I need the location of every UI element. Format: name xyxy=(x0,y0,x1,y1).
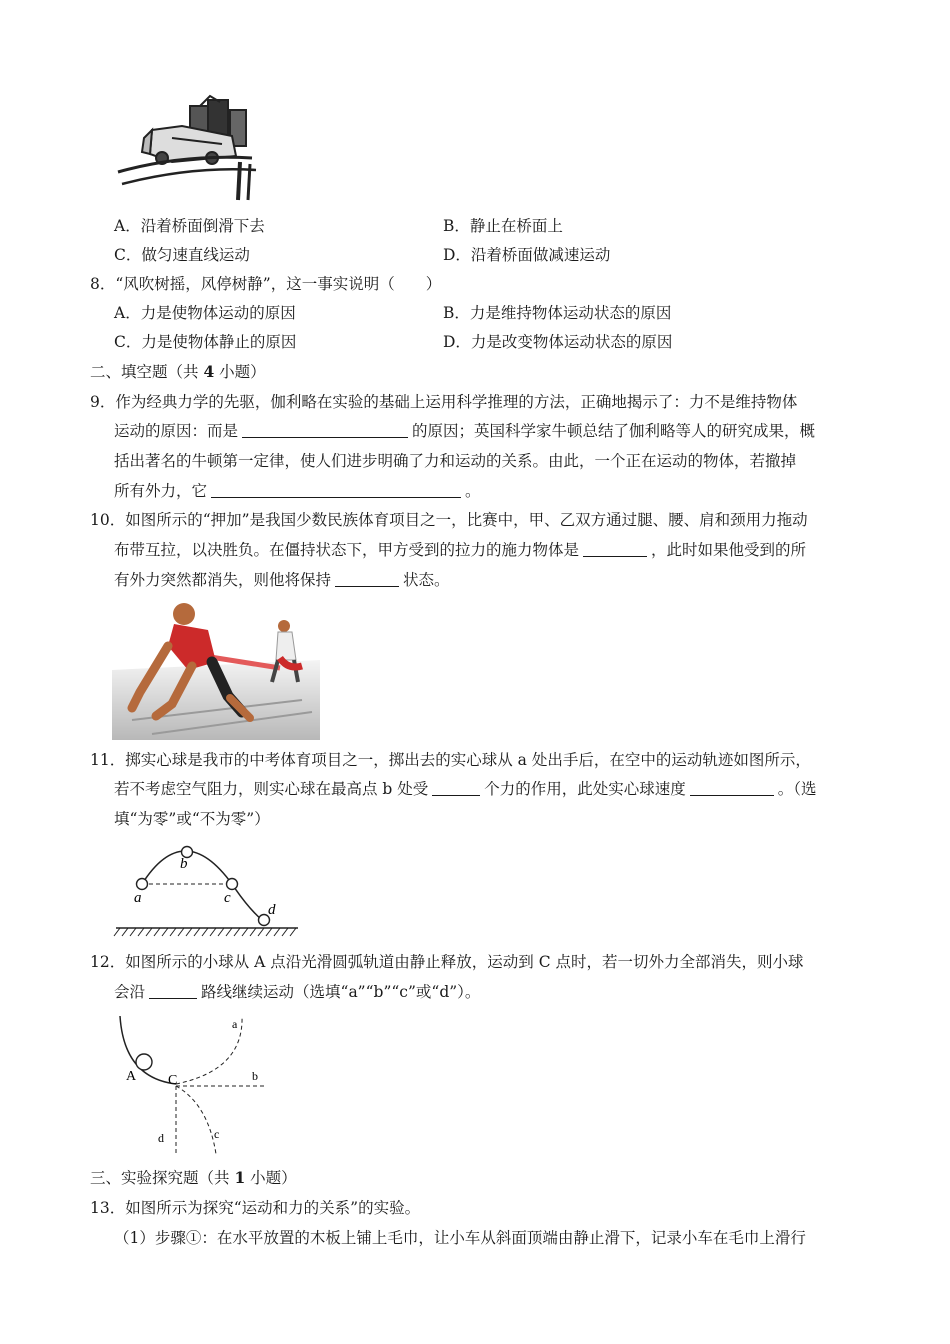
q8-stem: 8．“风吹树摇，风停树静”，这一事实说明（ ） xyxy=(90,275,442,293)
q9-line-4a: 所有外力，它 xyxy=(114,482,208,500)
q9-blank-2[interactable] xyxy=(211,482,461,498)
yajia-photo-figure xyxy=(112,600,320,740)
q9-line-2a: 运动的原因：而是 xyxy=(114,422,239,440)
q7-option-d: D．沿着桥面做减速运动 xyxy=(443,246,611,264)
q11-line-2b: 个力的作用，此处实心球速度 xyxy=(484,780,686,798)
q9-line-4b: 。 xyxy=(465,482,481,500)
section-2-count: 4 xyxy=(203,362,215,381)
arc-label-d: d xyxy=(158,1131,164,1145)
section-2-heading xyxy=(90,362,266,382)
q10-line-2 xyxy=(114,540,806,560)
q8-option-b: B．力是维持物体运动状态的原因 xyxy=(443,304,672,322)
q7-option-c: C．做匀速直线运动 xyxy=(114,246,250,264)
q9-blank-1[interactable] xyxy=(242,422,408,438)
q9-line-3: 括出著名的牛顿第一定律，使人们进步明确了力和运动的关系。由此，一个正在运动的物体，若撤掉 xyxy=(114,452,797,470)
q8-option-c: C．力是使物体静止的原因 xyxy=(114,333,297,351)
section-3-post: 小题） xyxy=(245,1169,297,1187)
q11-line-3: 填“为零”或“不为零”） xyxy=(114,810,270,828)
q9-line-2 xyxy=(114,421,815,441)
q11-line-2 xyxy=(114,779,817,799)
q11-line-2a: 若不考虑空气阻力，则实心球在最高点 b 处受 xyxy=(114,780,429,798)
section-3-heading xyxy=(90,1168,297,1188)
q9-line-4 xyxy=(114,481,481,501)
q10-line-3b: 状态。 xyxy=(403,571,450,589)
truck-bridge-figure xyxy=(112,92,262,204)
ball-trajectory-figure xyxy=(112,838,304,942)
arc-label-a: a xyxy=(232,1017,238,1031)
traj-label-b: b xyxy=(180,856,188,872)
section-2-post: 小题） xyxy=(214,363,266,381)
section-3-count: 1 xyxy=(234,1168,246,1187)
q10-line-3a: 有外力突然都消失，则他将保持 xyxy=(114,571,332,589)
traj-label-a: a xyxy=(134,890,142,906)
q7-option-a: A．沿着桥面倒滑下去 xyxy=(114,217,265,235)
q10-line-1: 10．如图所示的“押加”是我国少数民族体育项目之一，比赛中，甲、乙双方通过腿、腰、肩和颈用力拖动 xyxy=(90,511,808,529)
q11-blank-2[interactable] xyxy=(690,780,774,796)
q11-line-2c: 。（选 xyxy=(777,780,817,798)
q12-line-2 xyxy=(114,982,480,1002)
q10-blank-1[interactable] xyxy=(583,541,647,557)
q13-line-2: （1）步骤①：在水平放置的木板上铺上毛巾，让小车从斜面顶端由静止滑下，记录小车在毛巾上滑行 xyxy=(114,1229,806,1247)
section-2-pre: 二、填空题（共 xyxy=(90,363,204,381)
traj-label-d: d xyxy=(268,902,276,918)
q10-line-2a: 布带互拉，以决胜负。在僵持状态下，甲方受到的拉力的施力物体是 xyxy=(114,541,580,559)
q12-line-2a: 会沿 xyxy=(114,983,146,1001)
arc-label-A: A xyxy=(126,1069,137,1084)
arc-track-figure xyxy=(112,1012,280,1158)
q10-line-3 xyxy=(114,570,450,590)
q12-line-1: 12．如图所示的小球从 A 点沿光滑圆弧轨道由静止释放，运动到 C 点时，若一切外力全部消失，则小球 xyxy=(90,953,804,971)
q9-line-1: 9．作为经典力学的先驱，伽利略在实验的基础上运用科学推理的方法，正确地揭示了：力不是维持物体 xyxy=(90,393,798,411)
q9-line-2b: 的原因；英国科学家牛顿总结了伽利略等人的研究成果，概 xyxy=(412,422,816,440)
q11-line-1: 11．掷实心球是我市的中考体育项目之一，掷出去的实心球从 a 处出手后，在空中的运动轨迹如图所示， xyxy=(90,751,811,769)
q12-blank-1[interactable] xyxy=(149,983,197,999)
q11-blank-1[interactable] xyxy=(432,780,480,796)
q8-option-d: D．力是改变物体运动状态的原因 xyxy=(443,333,673,351)
q13-line-1: 13．如图所示为探究“运动和力的关系”的实验。 xyxy=(90,1199,421,1217)
q7-option-b: B．静止在桥面上 xyxy=(443,217,563,235)
arc-label-C: C xyxy=(168,1073,178,1088)
traj-label-c: c xyxy=(224,890,231,906)
q8-option-a: A．力是使物体运动的原因 xyxy=(114,304,296,322)
arc-label-c: c xyxy=(214,1127,220,1141)
q10-blank-2[interactable] xyxy=(335,571,399,587)
section-3-pre: 三、实验探究题（共 xyxy=(90,1169,235,1187)
q10-line-2b: ，此时如果他受到的所 xyxy=(651,541,807,559)
arc-label-b: b xyxy=(252,1069,258,1083)
q12-line-2b: 路线继续运动（选填“a”“b”“c”或“d”）。 xyxy=(201,983,481,1001)
